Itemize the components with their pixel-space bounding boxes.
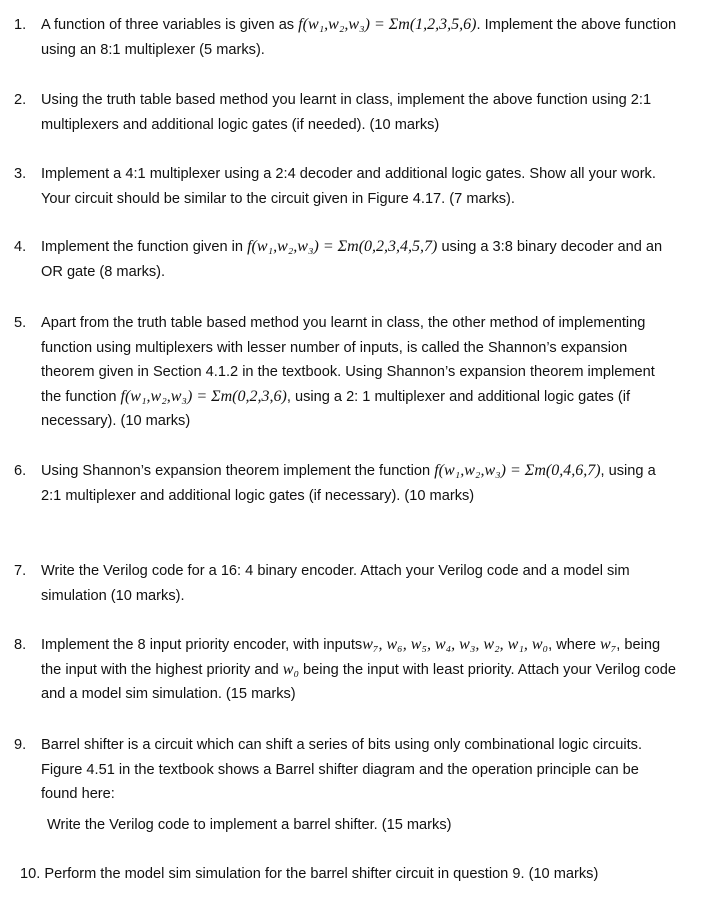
question-number: 7.	[14, 563, 27, 579]
question-number: 1.	[14, 17, 27, 33]
question-number: 8.	[14, 637, 27, 653]
question-text	[41, 311, 678, 434]
math-expression: f(w₁,w₂,w₃) = Σm(0,2,3,6)	[120, 387, 287, 405]
question-text: Write the Verilog code for a 16: 4 binary encoder. Attach your Verilog code and a model sim simulation (10 marks).	[41, 563, 630, 604]
text-segment: being the input with least priority. Attach your Verilog code and a model sim simulation. (15 marks)	[41, 661, 676, 702]
text-segment: . Implement the above function using an 8:1 multiplexer (5 marks).	[41, 17, 677, 58]
text-segment: Implement the 8 input priority encoder, with inputs	[41, 637, 363, 653]
text-segment: , using a 2:1 multiplexer and additional logic gates (if necessary). (10 marks)	[41, 463, 656, 504]
question-number: 10.	[20, 866, 41, 882]
text-segment: Using Shannon’s expansion theorem implement the function	[41, 463, 435, 479]
text-segment: , being the input with the highest priority and	[41, 637, 661, 678]
question-text: Barrel shifter is a circuit which can shift a series of bits using only combinational logic circuits. Figure 4.51 in the textbook shows a Barrel shifter diagram and the operation principle can be found here:	[41, 737, 643, 802]
math-expression: w₇, w₆, w₅, w₄, w₃, w₂, w₁, w₀	[362, 636, 549, 653]
question-number: 3.	[14, 166, 27, 182]
question-text	[41, 235, 678, 284]
question-text	[41, 459, 678, 508]
text-segment: Apart from the truth table based method you learnt in class, the other method of implementing function using multiplexers with lesser number of inputs, is called the Shannon’s expansion theorem given in Section 4.1.2 in the textbook. Using Shannon’s expansion theorem implement the function	[41, 315, 655, 405]
question-text	[41, 633, 678, 707]
question-9-instruction: Write the Verilog code to implement a barrel shifter. (15 marks)	[47, 817, 452, 833]
question-text: Perform the model sim simulation for the barrel shifter circuit in question 9. (10 marks)	[44, 866, 599, 882]
text-segment: , using a 2: 1 multiplexer and additional logic gates (if necessary). (10 marks)	[41, 388, 630, 429]
text-segment: Implement the function given in	[41, 239, 248, 255]
text-segment: using a 3:8 binary decoder and an OR gate (8 marks).	[41, 239, 663, 280]
math-expression: w₀	[282, 660, 299, 678]
math-expression: f(w₁,w₂,w₃) = Σm(0,4,6,7)	[434, 462, 601, 479]
math-expression: f(w₁,w₂,w₃) = Σm(1,2,3,5,6)	[298, 16, 477, 33]
question-number: 6.	[14, 463, 27, 479]
question-number: 9.	[14, 737, 27, 753]
question-10	[20, 862, 700, 887]
question-number: 5.	[14, 315, 27, 331]
math-expression: w₇	[600, 636, 617, 653]
math-expression: f(w₁,w₂,w₃) = Σm(0,2,3,4,5,7)	[247, 238, 438, 255]
text-segment: A function of three variables is given as	[41, 17, 299, 33]
question-text: Using the truth table based method you learnt in class, implement the above function using 2:1 multiplexers and additional logic gates (if needed). (10 marks)	[41, 92, 652, 133]
question-number: 4.	[14, 239, 27, 255]
text-segment: , where	[548, 637, 601, 653]
question-number: 2.	[14, 92, 27, 108]
question-text	[41, 13, 678, 62]
question-text: Implement a 4:1 multiplexer using a 2:4 decoder and additional logic gates. Show all your work. Your circuit should be similar to the circuit given in Figure 4.17. (7 marks).	[41, 166, 656, 207]
